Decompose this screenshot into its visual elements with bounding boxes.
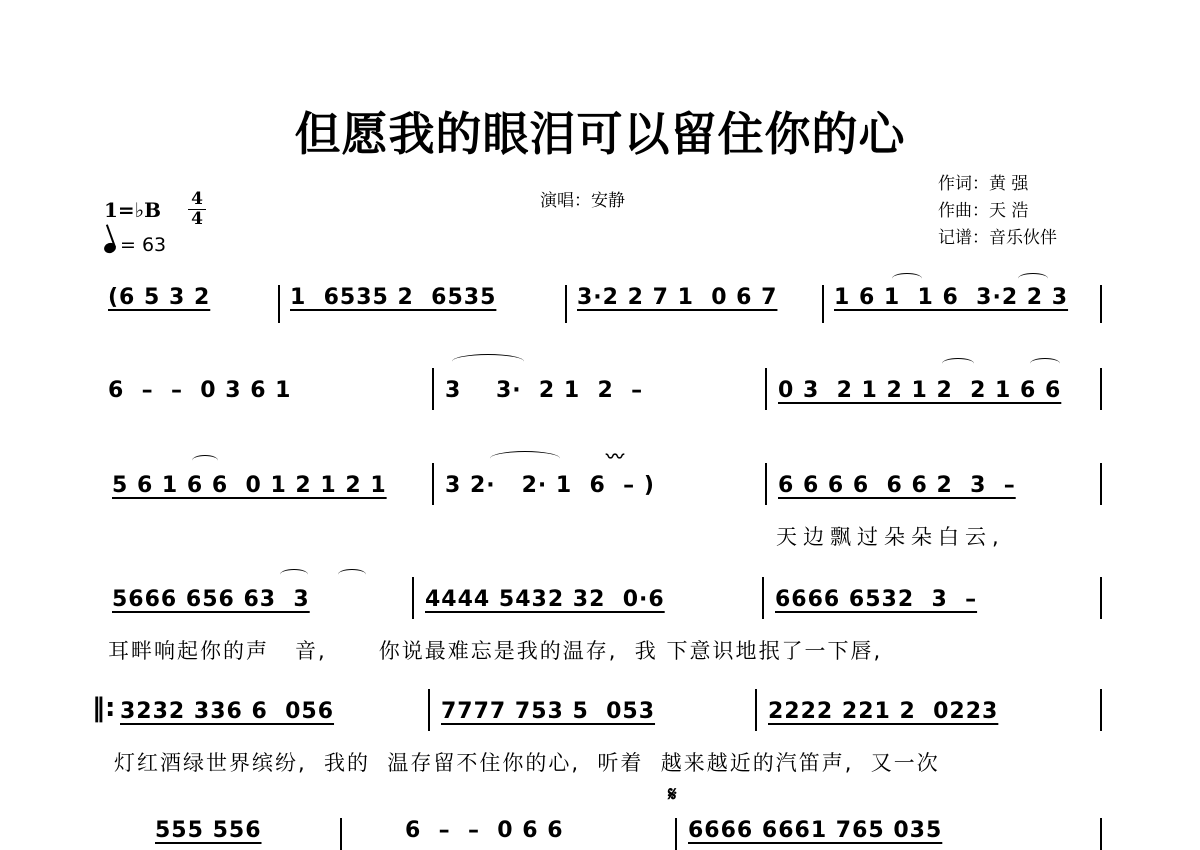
slur xyxy=(942,358,974,369)
composer-credit: 作曲：天 浩 xyxy=(938,201,1029,221)
measure: 3 3· 2 1 2 – xyxy=(445,378,644,403)
barline xyxy=(278,285,280,323)
barline xyxy=(822,285,824,323)
score-row-4 xyxy=(100,587,1105,669)
time-signature-bottom: 4 xyxy=(191,209,203,229)
time-signature-top: 4 xyxy=(191,189,203,209)
repeat-start-icon: ‖: xyxy=(92,693,116,723)
measure: 6666 6661 765 035 xyxy=(688,818,943,843)
barline xyxy=(432,463,434,505)
measure: 555 556 xyxy=(155,818,262,843)
measure: 6 – – 0 6 6 xyxy=(405,818,564,843)
measure: 2222 221 2 0223 xyxy=(768,699,999,724)
slur xyxy=(1030,358,1060,369)
measure: 7777 753 5 053 xyxy=(441,699,656,724)
segno-icon: 𝄋 xyxy=(668,782,677,806)
barline xyxy=(755,689,757,731)
measure: 1 6535 2 6535 xyxy=(290,285,497,310)
measure: 5666 656 63 3 xyxy=(112,587,310,612)
measure: 6 6 6 6 6 6 2 3 – xyxy=(778,473,1016,498)
measure: 3·2 2 7 1 0 6 7 xyxy=(577,285,778,310)
barline xyxy=(675,818,677,850)
barline xyxy=(1100,577,1102,619)
measure: 6 – – 0 3 6 1 xyxy=(108,378,292,403)
slur xyxy=(280,569,308,580)
lyrics-line: 灯红酒绿世界缤纷, 我的 温存留不住你的心, 听着 越来越近的汽笛声, 又一次 xyxy=(114,751,940,775)
barline xyxy=(1100,285,1102,323)
key-signature: 1=♭B xyxy=(104,198,162,222)
barline xyxy=(1100,463,1102,505)
measure: 3 2· 2· 1 6 – ) xyxy=(445,473,655,498)
score-row-3 xyxy=(100,447,1105,555)
barline xyxy=(1100,368,1102,410)
slur xyxy=(452,354,524,369)
lyrics-line: 耳畔响起你的声 音, 你说最难忘是我的温存, 我 下意识地抿了一下唇, xyxy=(108,639,883,663)
barline xyxy=(412,577,414,619)
transcriber-credit: 记谱：音乐伙伴 xyxy=(938,228,1057,248)
time-signature xyxy=(186,190,208,229)
barline xyxy=(1100,818,1102,850)
score-row-1 xyxy=(100,285,1105,325)
measure: 6666 6532 3 – xyxy=(775,587,978,612)
lyricist-credit: 作词：黄 强 xyxy=(938,174,1029,194)
barline xyxy=(340,818,342,850)
measure: 1 6 1 1 6 3·2 2 3 xyxy=(834,285,1069,310)
barline xyxy=(765,463,767,505)
measure: 5 6 1 6 6 0 1 2 1 2 1 xyxy=(112,473,387,498)
barline xyxy=(432,368,434,410)
lyrics-line: 天边飘过朵朵白云, xyxy=(776,525,1005,549)
slur xyxy=(490,451,560,466)
measure: 0 3 2 1 2 1 2 2 1 6 6 xyxy=(778,378,1062,403)
tempo-value: = 63 xyxy=(120,234,167,256)
slur xyxy=(192,455,218,466)
barline xyxy=(428,689,430,731)
slur xyxy=(338,569,366,580)
barline xyxy=(765,368,767,410)
mordent-icon: 〰 xyxy=(606,447,624,468)
measure: 4444 5432 32 0·6 xyxy=(425,587,665,612)
score-row-6 xyxy=(100,818,1105,850)
measure: (6 5 3 2 xyxy=(108,285,211,310)
score-row-2 xyxy=(100,378,1105,418)
page-title: 但愿我的眼泪可以留住你的心 xyxy=(294,107,906,161)
slur xyxy=(1018,273,1048,284)
singer-credit: 演唱：安静 xyxy=(540,191,625,211)
score-row-5 xyxy=(92,693,1105,781)
slur xyxy=(892,273,922,284)
measure: 3232 336 6 056 xyxy=(120,699,335,724)
tempo-marking xyxy=(104,234,166,256)
barline xyxy=(1100,689,1102,731)
barline xyxy=(762,577,764,619)
quarter-note-icon xyxy=(103,241,118,255)
barline xyxy=(565,285,567,323)
